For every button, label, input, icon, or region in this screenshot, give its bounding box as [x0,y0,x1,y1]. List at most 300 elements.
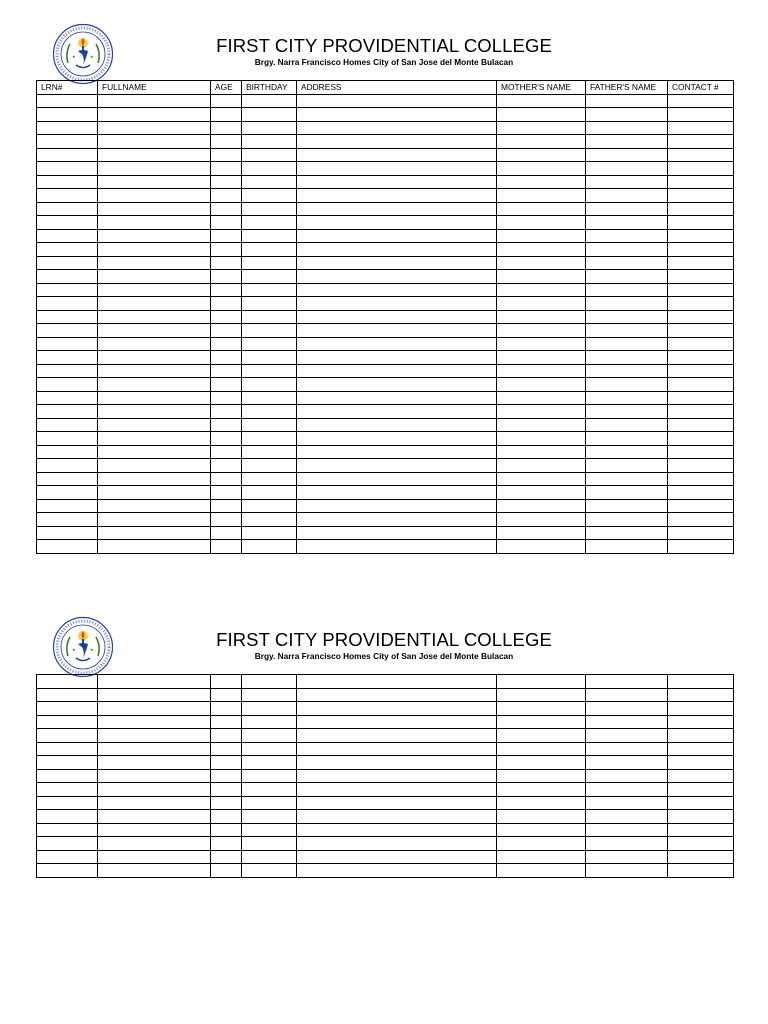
table-cell[interactable] [37,229,98,243]
table-cell[interactable] [586,121,668,135]
table-cell[interactable] [586,742,668,756]
table-cell[interactable] [297,270,497,284]
table-cell[interactable] [297,783,497,797]
table-cell[interactable] [242,486,297,500]
table-cell[interactable] [668,513,734,527]
table-cell[interactable] [211,418,242,432]
table-cell[interactable] [668,540,734,554]
table-cell[interactable] [668,162,734,176]
table-cell[interactable] [242,513,297,527]
table-cell[interactable] [37,297,98,311]
table-cell[interactable] [211,486,242,500]
table-cell[interactable] [497,702,586,716]
table-cell[interactable] [211,432,242,446]
table-cell[interactable] [211,297,242,311]
table-cell[interactable] [668,283,734,297]
table-cell[interactable] [37,351,98,365]
table-cell[interactable] [297,216,497,230]
table-cell[interactable] [586,769,668,783]
table-cell[interactable] [497,688,586,702]
table-cell[interactable] [668,715,734,729]
table-cell[interactable] [211,243,242,257]
table-cell[interactable] [668,756,734,770]
table-cell[interactable] [242,472,297,486]
table-cell[interactable] [668,391,734,405]
table-cell[interactable] [98,351,211,365]
table-cell[interactable] [37,769,98,783]
table-cell[interactable] [98,283,211,297]
table-cell[interactable] [242,148,297,162]
table-cell[interactable] [242,351,297,365]
table-cell[interactable] [98,756,211,770]
table-cell[interactable] [211,445,242,459]
table-cell[interactable] [497,351,586,365]
table-cell[interactable] [242,108,297,122]
table-cell[interactable] [242,837,297,851]
table-cell[interactable] [242,823,297,837]
table-cell[interactable] [586,256,668,270]
table-cell[interactable] [242,364,297,378]
table-cell[interactable] [297,823,497,837]
table-cell[interactable] [211,472,242,486]
table-cell[interactable] [98,513,211,527]
table-cell[interactable] [586,459,668,473]
table-cell[interactable] [98,796,211,810]
table-cell[interactable] [37,445,98,459]
table-cell[interactable] [98,337,211,351]
table-cell[interactable] [586,445,668,459]
table-cell[interactable] [668,216,734,230]
table-cell[interactable] [37,405,98,419]
table-cell[interactable] [242,742,297,756]
table-cell[interactable] [497,432,586,446]
table-cell[interactable] [668,499,734,513]
table-cell[interactable] [98,310,211,324]
table-cell[interactable] [242,459,297,473]
table-cell[interactable] [668,729,734,743]
table-cell[interactable] [586,432,668,446]
table-cell[interactable] [668,351,734,365]
table-cell[interactable] [242,297,297,311]
table-cell[interactable] [98,297,211,311]
table-cell[interactable] [37,823,98,837]
table-cell[interactable] [37,148,98,162]
table-cell[interactable] [98,837,211,851]
table-cell[interactable] [297,850,497,864]
table-cell[interactable] [37,432,98,446]
table-cell[interactable] [297,418,497,432]
table-cell[interactable] [297,94,497,108]
table-cell[interactable] [242,445,297,459]
table-cell[interactable] [297,337,497,351]
table-cell[interactable] [586,297,668,311]
table-cell[interactable] [37,121,98,135]
table-cell[interactable] [98,769,211,783]
table-cell[interactable] [242,256,297,270]
table-cell[interactable] [242,715,297,729]
table-cell[interactable] [668,108,734,122]
table-cell[interactable] [211,310,242,324]
table-cell[interactable] [497,135,586,149]
table-cell[interactable] [242,702,297,716]
table-cell[interactable] [497,297,586,311]
table-cell[interactable] [98,432,211,446]
table-cell[interactable] [37,688,98,702]
table-cell[interactable] [586,486,668,500]
table-cell[interactable] [297,675,497,689]
table-cell[interactable] [37,756,98,770]
table-cell[interactable] [297,459,497,473]
table-cell[interactable] [497,175,586,189]
table-cell[interactable] [586,243,668,257]
table-cell[interactable] [586,391,668,405]
table-cell[interactable] [37,283,98,297]
table-cell[interactable] [242,243,297,257]
table-cell[interactable] [668,702,734,716]
table-cell[interactable] [211,850,242,864]
table-cell[interactable] [668,850,734,864]
table-cell[interactable] [37,364,98,378]
table-cell[interactable] [211,729,242,743]
table-cell[interactable] [297,540,497,554]
table-cell[interactable] [98,189,211,203]
table-cell[interactable] [586,837,668,851]
table-cell[interactable] [497,418,586,432]
table-cell[interactable] [211,742,242,756]
table-cell[interactable] [37,850,98,864]
table-cell[interactable] [586,94,668,108]
table-cell[interactable] [668,837,734,851]
table-cell[interactable] [497,526,586,540]
table-cell[interactable] [586,135,668,149]
table-cell[interactable] [668,135,734,149]
table-cell[interactable] [37,378,98,392]
table-cell[interactable] [586,864,668,878]
table-cell[interactable] [297,702,497,716]
table-cell[interactable] [37,499,98,513]
table-cell[interactable] [37,675,98,689]
table-cell[interactable] [98,823,211,837]
table-cell[interactable] [586,472,668,486]
table-cell[interactable] [37,513,98,527]
table-cell[interactable] [497,148,586,162]
table-cell[interactable] [586,715,668,729]
table-cell[interactable] [497,405,586,419]
table-cell[interactable] [98,256,211,270]
table-cell[interactable] [37,108,98,122]
table-cell[interactable] [497,783,586,797]
table-cell[interactable] [242,850,297,864]
table-cell[interactable] [297,135,497,149]
table-cell[interactable] [586,850,668,864]
table-cell[interactable] [297,310,497,324]
table-cell[interactable] [668,405,734,419]
table-cell[interactable] [668,94,734,108]
table-cell[interactable] [668,310,734,324]
table-cell[interactable] [37,337,98,351]
table-cell[interactable] [586,418,668,432]
table-cell[interactable] [98,486,211,500]
table-cell[interactable] [586,756,668,770]
table-cell[interactable] [98,94,211,108]
table-cell[interactable] [668,864,734,878]
table-cell[interactable] [98,364,211,378]
table-cell[interactable] [668,202,734,216]
table-cell[interactable] [497,337,586,351]
table-cell[interactable] [668,378,734,392]
table-cell[interactable] [668,796,734,810]
table-cell[interactable] [497,513,586,527]
table-cell[interactable] [668,445,734,459]
table-cell[interactable] [211,162,242,176]
table-cell[interactable] [668,688,734,702]
table-cell[interactable] [668,270,734,284]
table-cell[interactable] [586,378,668,392]
table-cell[interactable] [242,432,297,446]
table-cell[interactable] [668,337,734,351]
table-cell[interactable] [297,810,497,824]
table-cell[interactable] [497,216,586,230]
table-cell[interactable] [98,783,211,797]
table-cell[interactable] [242,810,297,824]
table-cell[interactable] [497,729,586,743]
table-cell[interactable] [211,823,242,837]
table-cell[interactable] [497,243,586,257]
table-cell[interactable] [242,688,297,702]
table-cell[interactable] [297,108,497,122]
table-cell[interactable] [98,324,211,338]
table-cell[interactable] [242,270,297,284]
table-cell[interactable] [497,769,586,783]
table-cell[interactable] [497,810,586,824]
table-cell[interactable] [497,796,586,810]
table-cell[interactable] [211,216,242,230]
table-cell[interactable] [586,513,668,527]
table-cell[interactable] [668,526,734,540]
table-cell[interactable] [297,486,497,500]
table-cell[interactable] [668,783,734,797]
table-cell[interactable] [211,351,242,365]
table-cell[interactable] [242,783,297,797]
table-cell[interactable] [497,391,586,405]
table-cell[interactable] [37,391,98,405]
table-cell[interactable] [98,472,211,486]
table-cell[interactable] [668,148,734,162]
table-cell[interactable] [586,702,668,716]
table-cell[interactable] [297,405,497,419]
table-cell[interactable] [297,432,497,446]
table-cell[interactable] [37,216,98,230]
table-cell[interactable] [497,445,586,459]
table-cell[interactable] [497,756,586,770]
table-cell[interactable] [497,310,586,324]
table-cell[interactable] [497,378,586,392]
table-cell[interactable] [37,540,98,554]
table-cell[interactable] [211,715,242,729]
table-cell[interactable] [242,121,297,135]
table-cell[interactable] [668,297,734,311]
table-cell[interactable] [37,796,98,810]
table-cell[interactable] [98,243,211,257]
table-cell[interactable] [98,445,211,459]
table-cell[interactable] [98,864,211,878]
table-cell[interactable] [242,229,297,243]
table-cell[interactable] [497,850,586,864]
table-cell[interactable] [586,405,668,419]
table-cell[interactable] [211,702,242,716]
table-cell[interactable] [37,729,98,743]
table-cell[interactable] [37,472,98,486]
table-cell[interactable] [242,162,297,176]
table-cell[interactable] [297,229,497,243]
table-cell[interactable] [242,756,297,770]
table-cell[interactable] [242,202,297,216]
table-cell[interactable] [211,229,242,243]
table-cell[interactable] [98,715,211,729]
table-cell[interactable] [497,675,586,689]
table-cell[interactable] [297,742,497,756]
table-cell[interactable] [497,364,586,378]
table-cell[interactable] [211,499,242,513]
table-cell[interactable] [37,162,98,176]
table-cell[interactable] [586,810,668,824]
table-cell[interactable] [211,810,242,824]
table-cell[interactable] [242,175,297,189]
table-cell[interactable] [586,162,668,176]
table-cell[interactable] [242,729,297,743]
table-cell[interactable] [98,162,211,176]
table-cell[interactable] [242,94,297,108]
table-cell[interactable] [497,94,586,108]
table-cell[interactable] [668,472,734,486]
table-cell[interactable] [668,364,734,378]
table-cell[interactable] [586,688,668,702]
table-cell[interactable] [297,499,497,513]
table-cell[interactable] [297,513,497,527]
table-cell[interactable] [242,324,297,338]
table-cell[interactable] [37,810,98,824]
table-cell[interactable] [297,324,497,338]
table-cell[interactable] [297,202,497,216]
table-cell[interactable] [98,742,211,756]
table-cell[interactable] [37,486,98,500]
table-cell[interactable] [586,796,668,810]
table-cell[interactable] [668,432,734,446]
table-cell[interactable] [497,837,586,851]
table-cell[interactable] [98,675,211,689]
table-cell[interactable] [211,796,242,810]
table-cell[interactable] [497,823,586,837]
table-cell[interactable] [211,513,242,527]
table-cell[interactable] [497,472,586,486]
table-cell[interactable] [98,175,211,189]
table-cell[interactable] [586,783,668,797]
table-cell[interactable] [668,229,734,243]
table-cell[interactable] [242,864,297,878]
table-cell[interactable] [37,202,98,216]
table-cell[interactable] [297,526,497,540]
table-cell[interactable] [497,486,586,500]
table-cell[interactable] [211,864,242,878]
table-cell[interactable] [497,499,586,513]
table-cell[interactable] [668,121,734,135]
table-cell[interactable] [37,270,98,284]
table-cell[interactable] [297,756,497,770]
table-cell[interactable] [98,121,211,135]
table-cell[interactable] [497,121,586,135]
table-cell[interactable] [211,108,242,122]
table-cell[interactable] [211,459,242,473]
table-cell[interactable] [242,216,297,230]
table-cell[interactable] [98,702,211,716]
table-cell[interactable] [211,391,242,405]
table-cell[interactable] [586,108,668,122]
table-cell[interactable] [297,688,497,702]
table-cell[interactable] [497,189,586,203]
table-cell[interactable] [297,175,497,189]
table-cell[interactable] [211,270,242,284]
table-cell[interactable] [586,324,668,338]
table-cell[interactable] [297,243,497,257]
table-cell[interactable] [242,378,297,392]
table-cell[interactable] [98,108,211,122]
table-cell[interactable] [586,270,668,284]
table-cell[interactable] [98,526,211,540]
table-cell[interactable] [497,283,586,297]
table-cell[interactable] [98,459,211,473]
table-cell[interactable] [98,418,211,432]
table-cell[interactable] [98,270,211,284]
table-cell[interactable] [37,864,98,878]
table-cell[interactable] [586,499,668,513]
table-cell[interactable] [586,148,668,162]
table-cell[interactable] [211,189,242,203]
table-cell[interactable] [668,769,734,783]
table-cell[interactable] [211,675,242,689]
table-cell[interactable] [98,729,211,743]
table-cell[interactable] [211,783,242,797]
table-cell[interactable] [211,175,242,189]
table-cell[interactable] [211,688,242,702]
table-cell[interactable] [211,148,242,162]
table-cell[interactable] [497,256,586,270]
table-cell[interactable] [297,256,497,270]
table-cell[interactable] [586,823,668,837]
table-cell[interactable] [297,769,497,783]
table-cell[interactable] [242,337,297,351]
table-cell[interactable] [297,715,497,729]
table-cell[interactable] [211,121,242,135]
table-cell[interactable] [586,526,668,540]
table-cell[interactable] [497,540,586,554]
table-cell[interactable] [37,715,98,729]
table-cell[interactable] [586,351,668,365]
table-cell[interactable] [211,202,242,216]
table-cell[interactable] [668,175,734,189]
table-cell[interactable] [211,94,242,108]
table-cell[interactable] [211,405,242,419]
table-cell[interactable] [37,94,98,108]
table-cell[interactable] [297,472,497,486]
table-cell[interactable] [98,148,211,162]
table-cell[interactable] [211,135,242,149]
table-cell[interactable] [497,229,586,243]
table-cell[interactable] [242,418,297,432]
table-cell[interactable] [497,108,586,122]
table-cell[interactable] [211,526,242,540]
table-cell[interactable] [211,283,242,297]
table-cell[interactable] [297,391,497,405]
